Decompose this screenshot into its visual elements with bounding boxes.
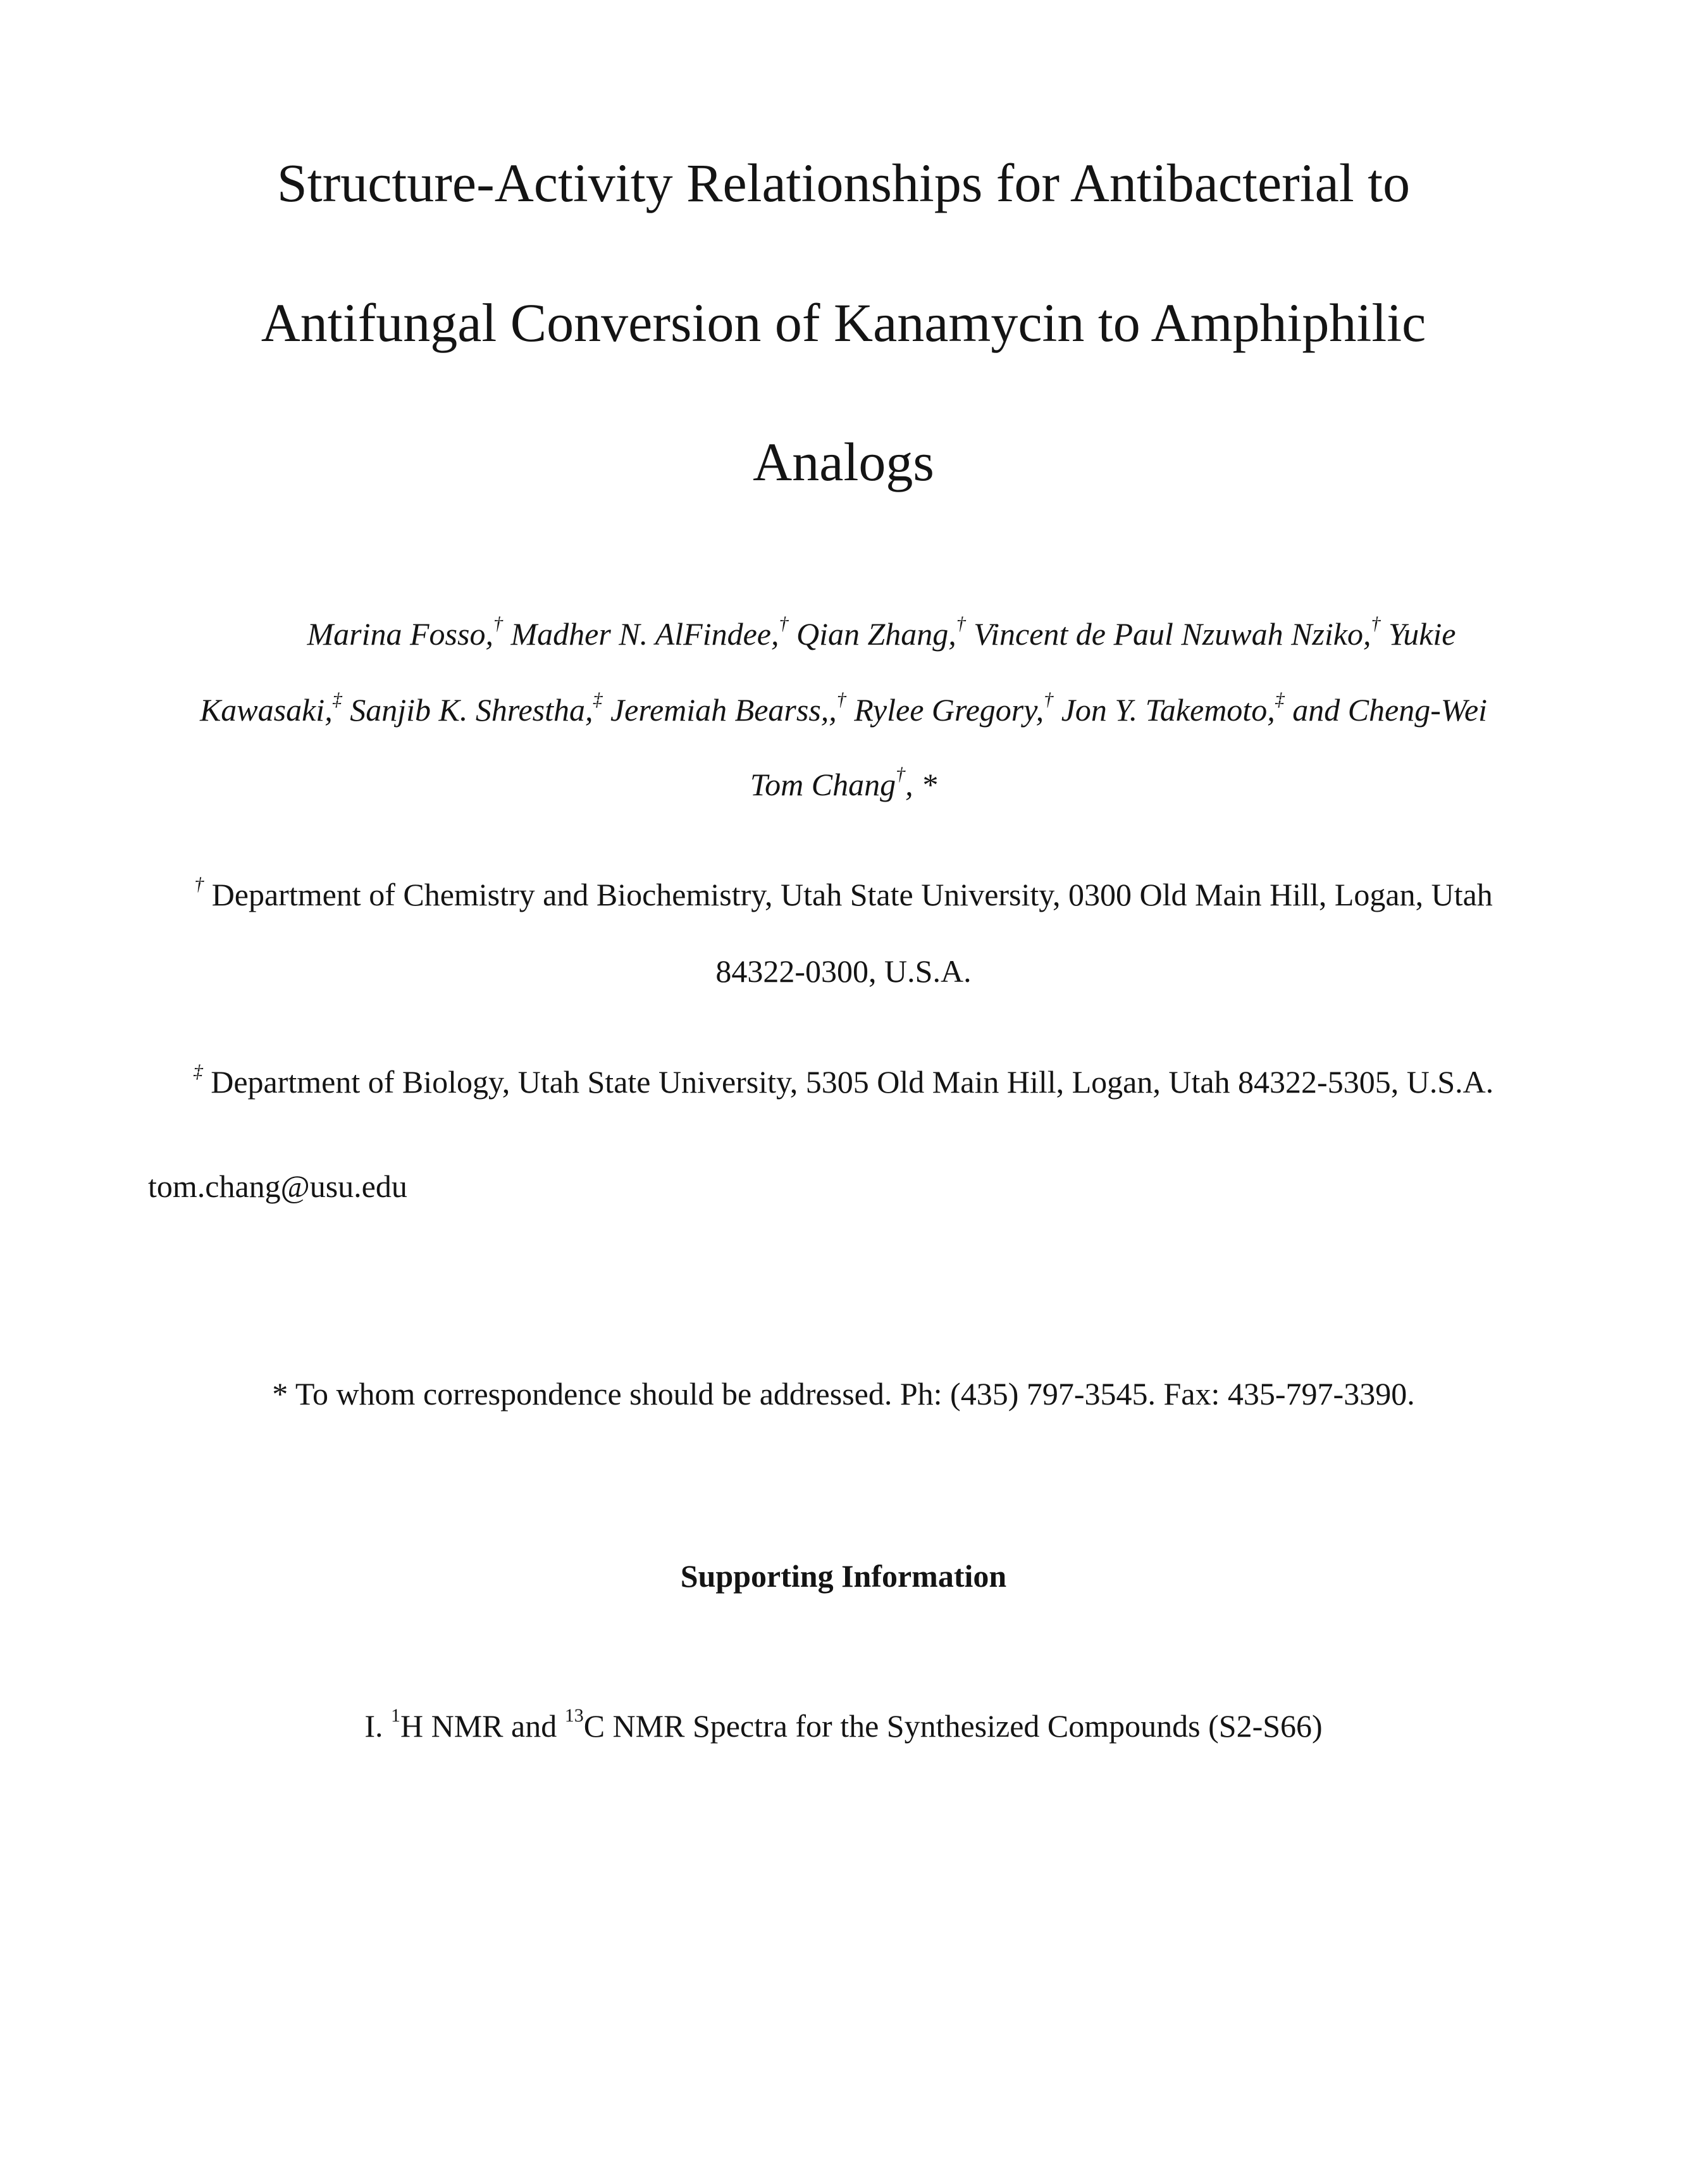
affiliation-chemistry-line-1	[0, 874, 1687, 912]
author-name: Rylee Gregory,	[846, 692, 1044, 728]
dagger-mark: †	[956, 613, 966, 635]
contact-email: tom.chang@usu.edu	[148, 1169, 407, 1204]
dagger-mark: †	[779, 613, 789, 635]
dagger-mark: †	[1371, 613, 1381, 635]
item-text: C NMR Spectra for the Synthesized Compounds (S2-S66)	[583, 1708, 1323, 1744]
affiliation-text: Department of Biology, Utah State University, 5305 Old Main Hill, Logan, Utah 84322-5305, U.S.A.	[202, 1064, 1494, 1100]
supporting-information-heading: Supporting Information	[680, 1558, 1007, 1594]
title-line-1: Structure-Activity Relationships for Antibacterial to	[276, 152, 1411, 213]
title-line-2: Antifungal Conversion of Kanamycin to Amphiphilic	[261, 292, 1426, 353]
isotope-superscript: 1	[390, 1705, 400, 1727]
correspondence-note: * To whom correspondence should be addressed. Ph: (435) 797-3545. Fax: 435-797-3390.	[272, 1376, 1415, 1412]
author-line-3	[0, 764, 1687, 802]
author-line-1	[38, 613, 1687, 652]
author-name: Vincent de Paul Nzuwah Nziko,	[965, 616, 1371, 652]
isotope-superscript: 13	[564, 1705, 584, 1727]
supporting-information-item	[0, 1705, 1687, 1744]
author-name: Jon Y. Takemoto,	[1053, 692, 1275, 728]
author-name: Jeremiah Bearss,,	[602, 692, 837, 728]
affiliation-text: Department of Chemistry and Biochemistry, Utah State University, 0300 Old Main Hill, Logan, Utah	[204, 877, 1493, 912]
item-text: H NMR and	[400, 1708, 565, 1744]
double-dagger-mark: ‡	[332, 689, 342, 710]
author-name: Kawasaki,	[199, 692, 333, 728]
author-name: Qian Zhang,	[788, 616, 956, 652]
author-name: and Cheng-Wei	[1284, 692, 1488, 728]
double-dagger-mark: ‡	[193, 1061, 203, 1083]
double-dagger-mark: ‡	[593, 689, 603, 710]
dagger-mark: †	[493, 613, 503, 635]
author-name: Tom Chang	[750, 767, 896, 802]
dagger-mark: †	[1044, 689, 1054, 710]
double-dagger-mark: ‡	[1275, 689, 1285, 710]
corresponding-author-mark: , *	[905, 767, 937, 802]
author-name: Marina Fosso,	[307, 616, 493, 652]
author-name: Yukie	[1380, 616, 1456, 652]
affiliation-biology	[0, 1061, 1687, 1100]
dagger-mark: †	[194, 874, 204, 895]
dagger-mark: †	[836, 689, 846, 710]
dagger-mark: †	[896, 764, 906, 785]
affiliation-chemistry-line-2: 84322-0300, U.S.A.	[715, 953, 972, 989]
title-line-3: Analogs	[753, 431, 934, 492]
author-name: Madher N. AlFindee,	[502, 616, 779, 652]
item-prefix: I.	[364, 1708, 391, 1744]
author-line-2	[0, 689, 1687, 728]
author-name: Sanjib K. Shrestha,	[342, 692, 593, 728]
